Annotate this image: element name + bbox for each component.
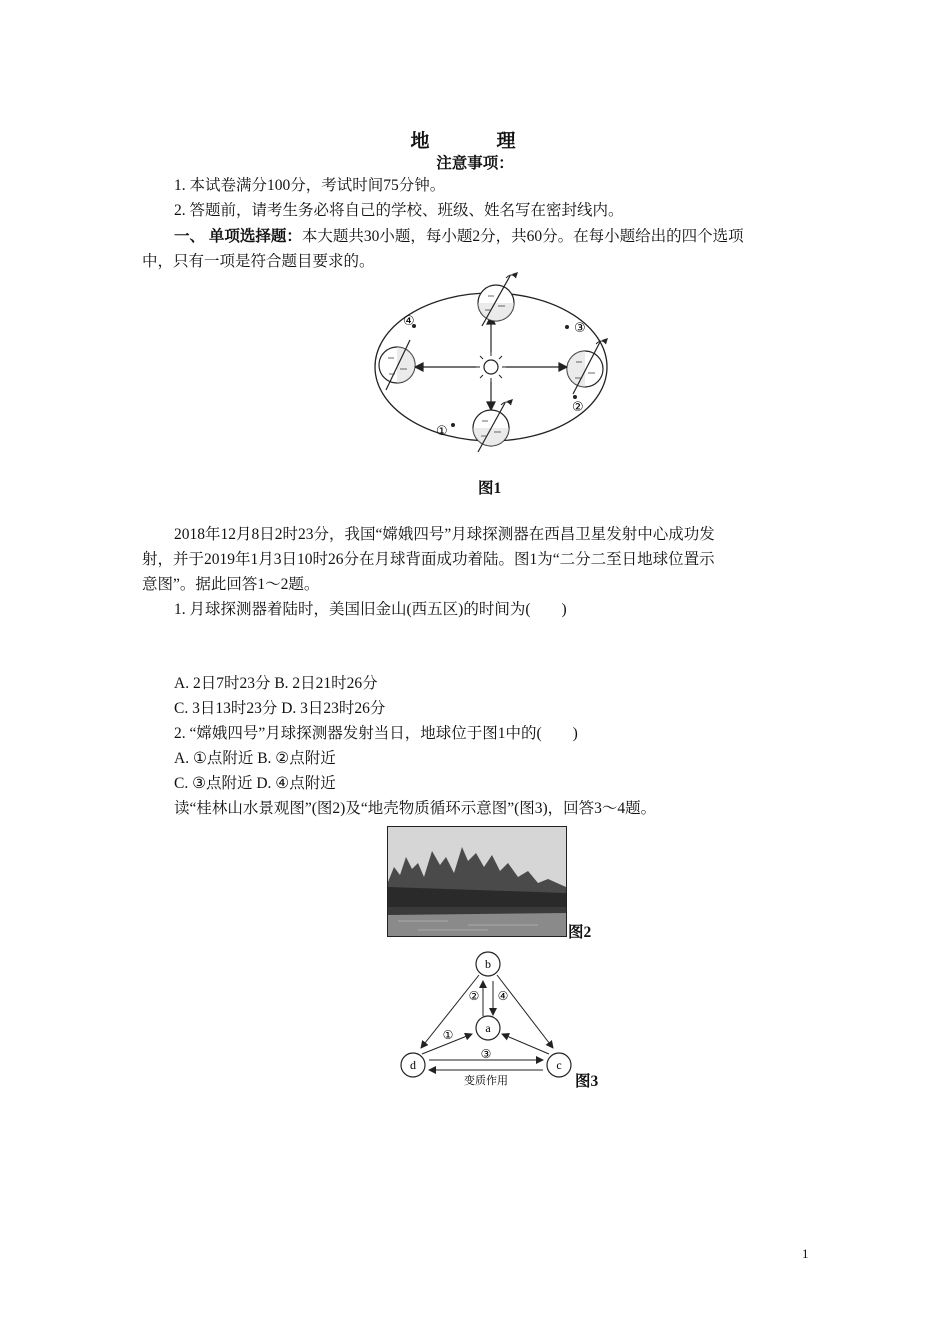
metamorphism-label: 变质作用 xyxy=(464,1074,508,1087)
question-1-options-1: A. 2日7时23分 B. 2日21时26分 xyxy=(174,675,378,692)
figure-1-caption: 图1 xyxy=(478,480,502,497)
passage-1-line-3: 意图”。据此回答1～2题。 xyxy=(142,576,320,593)
arrow-label-1: ① xyxy=(442,1028,454,1042)
label-4: ④ xyxy=(403,314,415,329)
note-1: 1. 本试卷满分100分，考试时间75分钟。 xyxy=(174,177,446,194)
orbit-dot-2 xyxy=(573,395,577,399)
question-2-options-2: C. ③点附近 D. ④点附近 xyxy=(174,775,336,792)
page-title: 地 理 xyxy=(410,131,540,152)
section-1-text-1: 本大题共30小题，每小题2分，共60分。在每小题给出的四个选项 xyxy=(301,228,744,245)
node-a-label: a xyxy=(485,1021,491,1035)
sun-icon xyxy=(476,352,506,382)
orbit-dot-3 xyxy=(565,325,569,329)
question-1-stem: 1. 月球探测器着陆时，美国旧金山(西五区)的时间为( ) xyxy=(174,601,567,618)
arrow-label-2: ② xyxy=(468,989,480,1003)
label-1: ① xyxy=(436,424,448,439)
label-2: ② xyxy=(572,400,584,415)
passage-1-line-2: 射，并于2019年1月3日10时26分在月球背面成功着陆。图1为“二分二至日地球位置示 xyxy=(142,551,715,568)
arrow-label-3: ③ xyxy=(480,1047,492,1061)
figure-2-landscape-photo xyxy=(387,826,567,937)
passage-1-line-1: 2018年12月8日2时23分，我国“嫦娥四号”月球探测器在西昌卫星发射中心成功发 xyxy=(174,526,715,543)
node-c-label: c xyxy=(556,1058,562,1072)
figure-3-cycle-diagram xyxy=(393,948,579,1090)
orbit-dot-1 xyxy=(451,423,455,427)
passage-2: 读“桂林山水景观图”(图2)及“地壳物质循环示意图”(图3)，回答3～4题。 xyxy=(174,800,657,817)
section-1-label: 一、 单项选择题： xyxy=(174,228,302,245)
question-2-options-1: A. ①点附近 B. ②点附近 xyxy=(174,750,336,767)
node-b-label: b xyxy=(485,957,491,971)
section-1-heading xyxy=(174,226,744,248)
node-d-label: d xyxy=(410,1058,416,1072)
note-2: 2. 答题前，请考生务必将自己的学校、班级、姓名写在密封线内。 xyxy=(174,202,624,219)
question-2-stem: 2. “嫦娥四号”月球探测器发射当日，地球位于图1中的( ) xyxy=(174,725,578,742)
page-number: 1 xyxy=(802,1246,809,1261)
notice-heading: 注意事项： xyxy=(436,155,514,172)
arrow-label-4: ④ xyxy=(497,989,509,1003)
label-3: ③ xyxy=(574,321,586,336)
earth-left xyxy=(379,340,415,390)
figure-3-caption: 图3 xyxy=(575,1073,599,1090)
section-1-text-2: 中，只有一项是符合题目要求的。 xyxy=(142,253,375,270)
question-1-options-2: C. 3日13时23分 D. 3日23时26分 xyxy=(174,700,386,717)
figure-2-caption: 图2 xyxy=(568,924,592,941)
earth-top xyxy=(478,272,518,326)
figure-1-orbit-diagram xyxy=(360,268,620,463)
